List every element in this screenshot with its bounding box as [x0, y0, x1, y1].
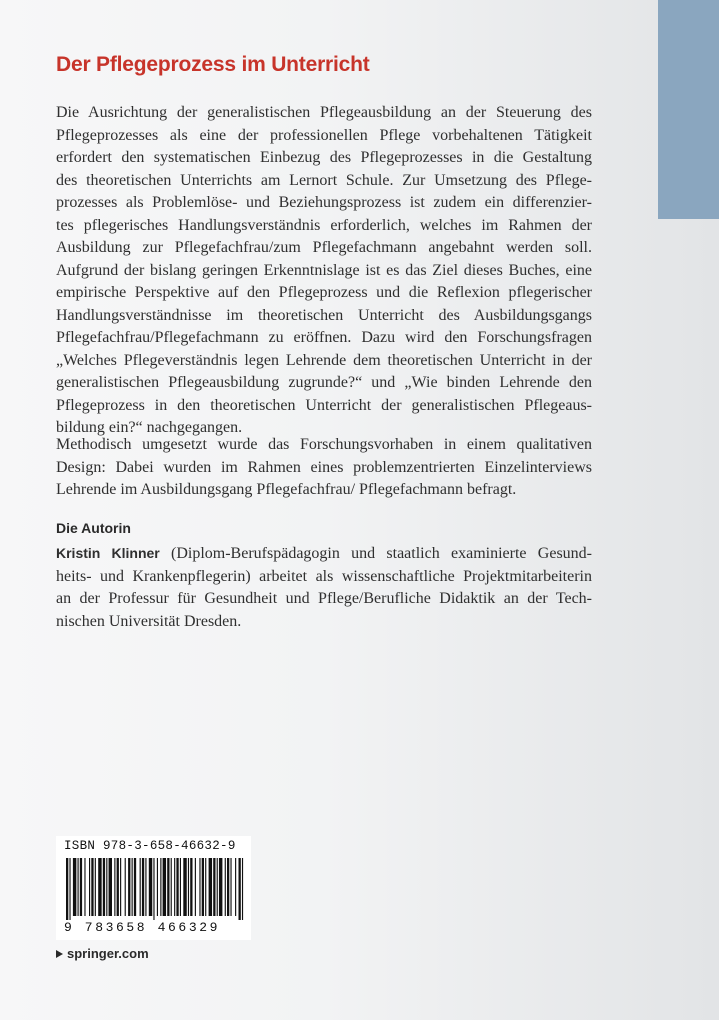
barcode-bar: [98, 858, 101, 916]
barcode-bar: [91, 858, 93, 916]
barcode-bar: [235, 858, 236, 916]
text-line: Handlungsverständnisse im theoretischen Unterricht des Ausbildungsgangs: [56, 306, 592, 324]
barcode-bar: [202, 858, 204, 916]
text-line: Pflegeprozess in den theoretischen Unterricht der generalistischen Pflegeaus-: [56, 396, 592, 414]
barcode-bar: [190, 858, 192, 916]
barcode-bar: [134, 858, 136, 916]
barcode-bar: [103, 858, 105, 916]
publisher-link[interactable]: [56, 946, 149, 961]
text-line: empirische Perspektive auf den Pflegeprozess und die Reflexion pflegerischer: [56, 284, 592, 301]
barcode-bar: [205, 858, 206, 916]
barcode-bar: [176, 858, 178, 916]
barcode-bar: [95, 858, 96, 916]
text-line: Aufgrund der bislang geringen Erkenntnislage ist es das Ziel dieses Buches, eine: [56, 261, 592, 279]
triangle-right-icon: [56, 950, 63, 958]
barcode-bar: [195, 858, 196, 916]
author-name: Kristin Klinner: [56, 545, 160, 561]
text-line: generalistischen Pflegeausbildung zugrunde?“ und „Wie binden Lehrende den: [56, 374, 592, 391]
text-line: Die Ausrichtung der generalistischen Pflegeausbildung an der Steuerung des: [56, 104, 592, 121]
barcode-bar: [140, 858, 141, 916]
barcode-bar: [109, 858, 112, 916]
barcode-bar: [188, 858, 189, 916]
barcode-bar: [213, 858, 215, 916]
cover-title: Der Pflegeprozess im Unterricht: [56, 53, 370, 76]
barcode-bar: [180, 858, 181, 916]
isbn-label: ISBN 978-3-658-46632-9: [64, 839, 236, 853]
barcode-bar: [145, 858, 146, 916]
barcode-bar: [174, 858, 175, 916]
text-line: Lehrende im Ausbildungsgang Pflegefachfrau/ Pflegefachmann befragt.: [56, 481, 517, 498]
text-line: nischen Universität Dresden.: [56, 612, 242, 630]
barcode-bar: [78, 858, 79, 916]
text-line: Ausbildung zur Pflegefachfrau/zum Pflegefachmann angebahnt werden soll.: [56, 239, 592, 256]
barcode-bar: [199, 858, 200, 916]
barcode-bar: [163, 858, 166, 916]
blurb-paragraph-1: [56, 102, 592, 440]
barcode-bar: [120, 858, 121, 916]
cover-accent-tab: [658, 0, 719, 219]
publisher-name: springer.com: [67, 946, 149, 961]
barcode-bar: [84, 858, 85, 916]
text-line: erfordert den systematischen Einbezug des Pflegeprozesses in die Gestaltung: [56, 149, 592, 166]
barcode-bar: [66, 858, 68, 920]
barcode-bar: [153, 858, 154, 920]
barcode-bar: [80, 858, 82, 916]
text-line: [56, 542, 592, 566]
author-bio: [56, 542, 592, 633]
author-bio-text: (Diplom-Berufspädagogin und staatlich examinierte Gesund-: [159, 545, 592, 562]
text-line: Methodisch umgesetzt wurde das Forschungsvorhaben in einem qualitativen: [56, 436, 592, 453]
barcode-icon: [64, 858, 244, 920]
barcode-bar: [128, 858, 130, 916]
text-line: „Welches Pflegeverständnis legen Lehrende dem theoretischen Unterricht in der: [56, 351, 592, 369]
barcode-bar: [230, 858, 231, 916]
barcode-bar: [217, 858, 218, 916]
barcode-digits: 9 783658 466329: [64, 920, 221, 935]
barcode-bar: [157, 858, 158, 916]
barcode-bar: [132, 858, 133, 916]
text-line: des theoretischen Unterrichts am Lernort Schule. Zur Umsetzung des Pflege-: [56, 171, 592, 189]
barcode-bar: [73, 858, 76, 916]
text-line: prozesses als Problemlöse- und Beziehungsprozess ist zudem ein differenzier-: [56, 194, 592, 211]
barcode-bar: [209, 858, 212, 916]
barcode-bar: [114, 858, 115, 916]
barcode-bar: [183, 858, 186, 916]
barcode-bar: [106, 858, 107, 916]
barcode-bar: [242, 858, 243, 920]
barcode-bar: [125, 858, 126, 916]
text-line: Pflegefachfrau/Pflegefachmann zu eröffnen. Dazu wird den Forschungsfragen: [56, 329, 592, 346]
blurb-paragraph-2: [56, 434, 592, 502]
barcode-bar: [219, 858, 222, 916]
text-line: tes pflegerisches Handlungsverständnis erforderlich, welches im Rahmen der: [56, 216, 592, 234]
barcode-bar: [89, 858, 90, 916]
barcode-bar: [160, 858, 161, 916]
isbn-barcode-box: [56, 836, 251, 940]
barcode-bar: [171, 858, 172, 916]
text-line: Pflegeprozesses als eine der professionellen Pflege vorbehaltenen Tätigkeit: [56, 126, 592, 144]
barcode-bar: [225, 858, 226, 916]
text-line: heits- und Krankenpflegerin) arbeitet als wissenschaftliche Projektmitarbeiterin: [56, 567, 592, 585]
text-line: Design: Dabei wurden im Rahmen eines problemzentrierten Einzelinterviews: [56, 458, 592, 476]
barcode-bar: [117, 858, 119, 916]
barcode-bar: [149, 858, 152, 916]
barcode-bar: [227, 858, 229, 916]
barcode-bar: [239, 858, 241, 920]
barcode-bar: [167, 858, 169, 916]
text-line: bildung ein?“ nachgegangen.: [56, 419, 243, 436]
text-line: an der Professur für Gesundheit und Pflege/Berufliche Didaktik an der Tech-: [56, 590, 592, 607]
author-heading: Die Autorin: [56, 520, 131, 536]
barcode-bar: [142, 858, 144, 916]
barcode-bar: [69, 858, 70, 920]
